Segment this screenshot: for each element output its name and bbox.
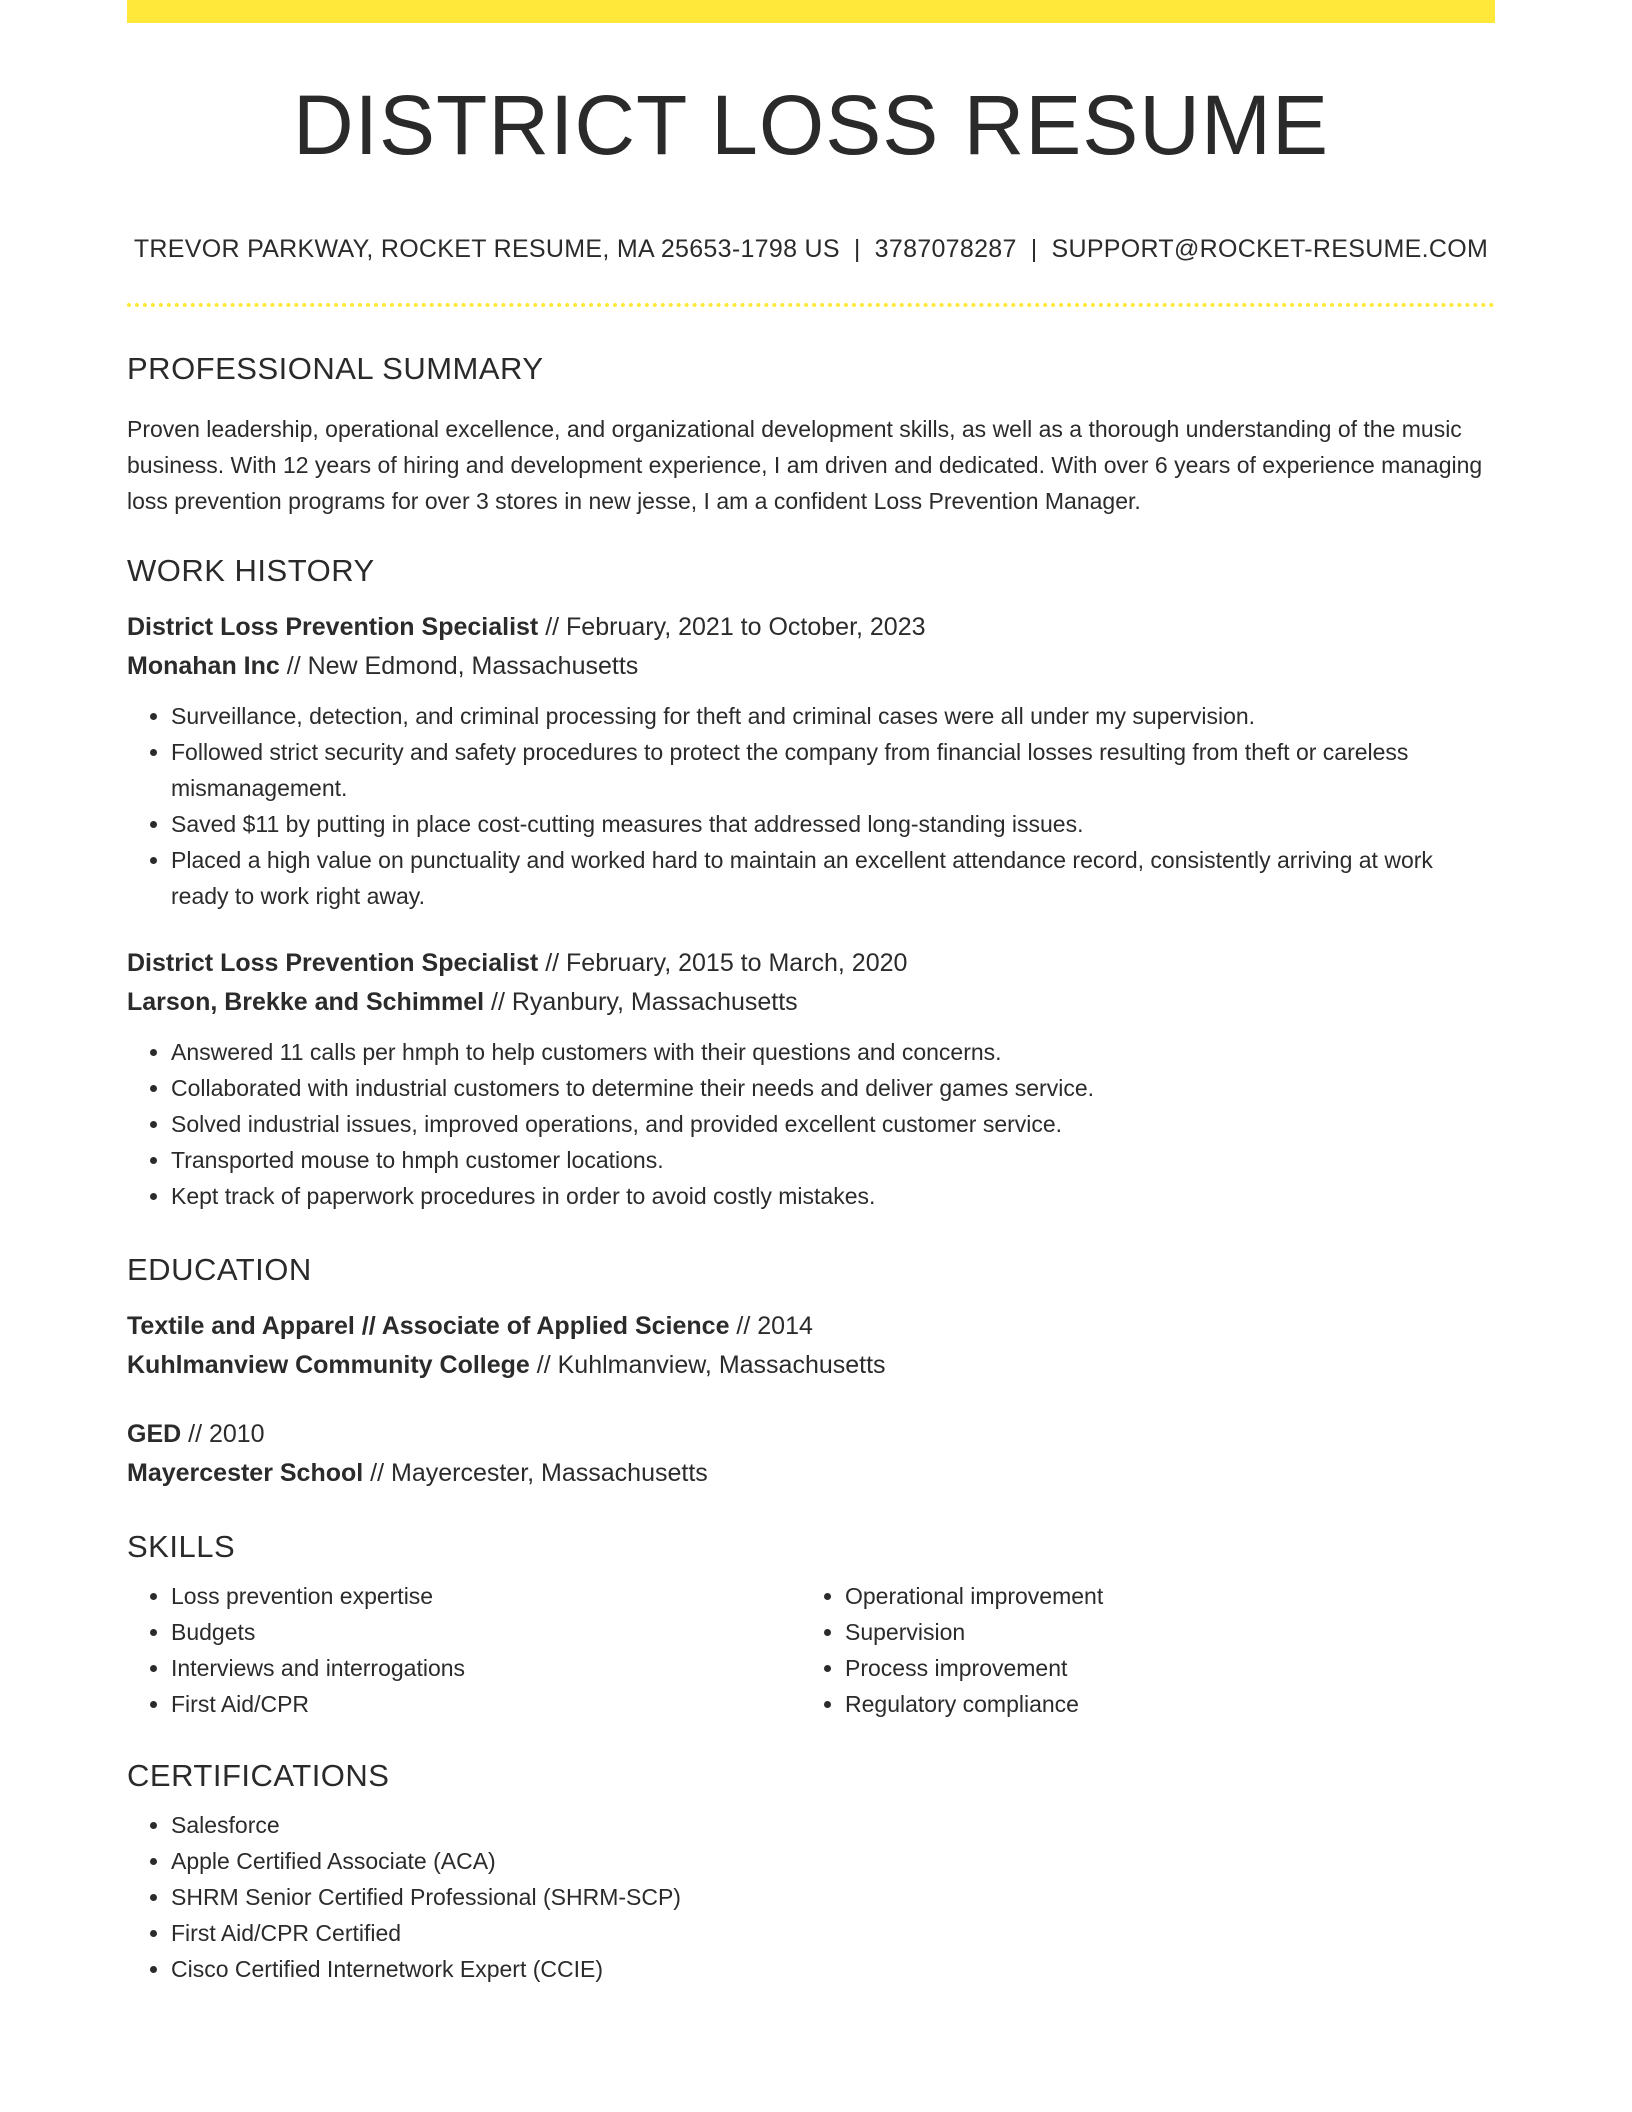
summary-text: Proven leadership, operational excellence, and organizational development skills, as well as a thorough understanding of the music business. With 12 years of hiring and development experience, I am driven and dedicated. With over 6 years of experience managing loss prevention programs for over 3 stores in new jesse, I am a confident Loss Prevention Manager. xyxy=(127,416,1483,514)
skill-item: • Regulatory compliance xyxy=(845,1686,1475,1722)
education-degree: Textile and Apparel // Associate of Applied Science xyxy=(127,1312,730,1340)
skill-item: • Loss prevention expertise xyxy=(171,1578,801,1614)
job-company: Monahan Inc xyxy=(127,652,280,680)
job-bullets xyxy=(127,698,1495,914)
contact-separator: | xyxy=(853,235,861,263)
education-degree: GED xyxy=(127,1420,182,1448)
contact-address: TREVOR PARKWAY, ROCKET RESUME, MA 25653-1798 US xyxy=(133,235,840,263)
job-entry xyxy=(127,608,1495,914)
job-bullet: • Collaborated with industrial customers to determine their needs and deliver games service. xyxy=(171,1070,1495,1106)
education-degree-line xyxy=(127,1307,1495,1346)
certifications-list xyxy=(127,1807,1495,1987)
job-bullet: • Surveillance, detection, and criminal processing for theft and criminal cases were all under my supervision. xyxy=(171,698,1495,734)
job-company: Larson, Brekke and Schimmel xyxy=(127,988,485,1016)
education-location: // Kuhlmanview, Massachusetts xyxy=(529,1351,886,1379)
dotted-divider xyxy=(127,303,1495,307)
job-dates: // February, 2015 to March, 2020 xyxy=(538,949,908,977)
education-school-line xyxy=(127,1454,1495,1493)
job-bullet: • Saved $11 by putting in place cost-cutting measures that addressed long-standing issues. xyxy=(171,806,1495,842)
job-bullet: • Kept track of paperwork procedures in order to avoid costly mistakes. xyxy=(171,1178,1495,1214)
resume-page xyxy=(127,0,1495,1987)
job-company-line xyxy=(127,647,1495,686)
education-year: // 2010 xyxy=(181,1420,265,1448)
skills-list-right xyxy=(801,1578,1475,1722)
skill-item: • First Aid/CPR xyxy=(171,1686,801,1722)
skill-item: • Interviews and interrogations xyxy=(171,1650,801,1686)
job-title-line xyxy=(127,608,1495,647)
contact-phone: 3787078287 xyxy=(874,235,1017,263)
job-title: District Loss Prevention Specialist xyxy=(127,613,539,641)
job-bullet: • Solved industrial issues, improved operations, and provided excellent customer service. xyxy=(171,1106,1495,1142)
job-location: // Ryanbury, Massachusetts xyxy=(484,988,798,1016)
education-year: // 2014 xyxy=(729,1312,813,1340)
certification-item: • SHRM Senior Certified Professional (SHRM-SCP) xyxy=(171,1879,1495,1915)
job-bullet: • Transported mouse to hmph customer locations. xyxy=(171,1142,1495,1178)
education-school: Mayercester School xyxy=(127,1459,364,1487)
certification-item: • Apple Certified Associate (ACA) xyxy=(171,1843,1495,1879)
contact-email: SUPPORT@ROCKET-RESUME.COM xyxy=(1051,235,1489,263)
certifications-heading: CERTIFICATIONS xyxy=(127,1758,390,1793)
skill-item: • Operational improvement xyxy=(845,1578,1475,1614)
resume-title: DISTRICT LOSS RESUME xyxy=(293,78,1329,172)
work-history-heading: WORK HISTORY xyxy=(127,553,375,588)
education-degree-line xyxy=(127,1415,1495,1454)
job-location: // New Edmond, Massachusetts xyxy=(279,652,639,680)
skills-columns xyxy=(127,1578,1495,1722)
skill-item: • Supervision xyxy=(845,1614,1475,1650)
job-title: District Loss Prevention Specialist xyxy=(127,949,539,977)
skill-item: • Process improvement xyxy=(845,1650,1475,1686)
job-title-line xyxy=(127,944,1495,983)
education-entry xyxy=(127,1307,1495,1385)
education-school-line xyxy=(127,1346,1495,1385)
skills-list-left xyxy=(127,1578,801,1722)
education-school: Kuhlmanview Community College xyxy=(127,1351,530,1379)
job-bullets xyxy=(127,1034,1495,1214)
skills-heading: SKILLS xyxy=(127,1529,236,1564)
skill-item: • Budgets xyxy=(171,1614,801,1650)
education-location: // Mayercester, Massachusetts xyxy=(363,1459,708,1487)
job-dates: // February, 2021 to October, 2023 xyxy=(538,613,926,641)
contact-line xyxy=(127,237,1495,262)
education-heading: EDUCATION xyxy=(127,1252,312,1287)
job-bullet: • Answered 11 calls per hmph to help customers with their questions and concerns. xyxy=(171,1034,1495,1070)
job-company-line xyxy=(127,983,1495,1022)
education-entry xyxy=(127,1415,1495,1493)
top-accent-bar xyxy=(127,0,1495,23)
job-bullet: • Followed strict security and safety procedures to protect the company from financial losses resulting from theft or careless mismanagement. xyxy=(171,734,1495,806)
certification-item: • Salesforce xyxy=(171,1807,1495,1843)
certification-item: • First Aid/CPR Certified xyxy=(171,1915,1495,1951)
certification-item: • Cisco Certified Internetwork Expert (CCIE) xyxy=(171,1951,1495,1987)
job-bullet: • Placed a high value on punctuality and worked hard to maintain an excellent attendance record, consistently arriving at work ready to work right away. xyxy=(171,842,1495,914)
contact-separator: | xyxy=(1030,235,1038,263)
job-entry xyxy=(127,944,1495,1214)
summary-heading: PROFESSIONAL SUMMARY xyxy=(127,351,544,386)
